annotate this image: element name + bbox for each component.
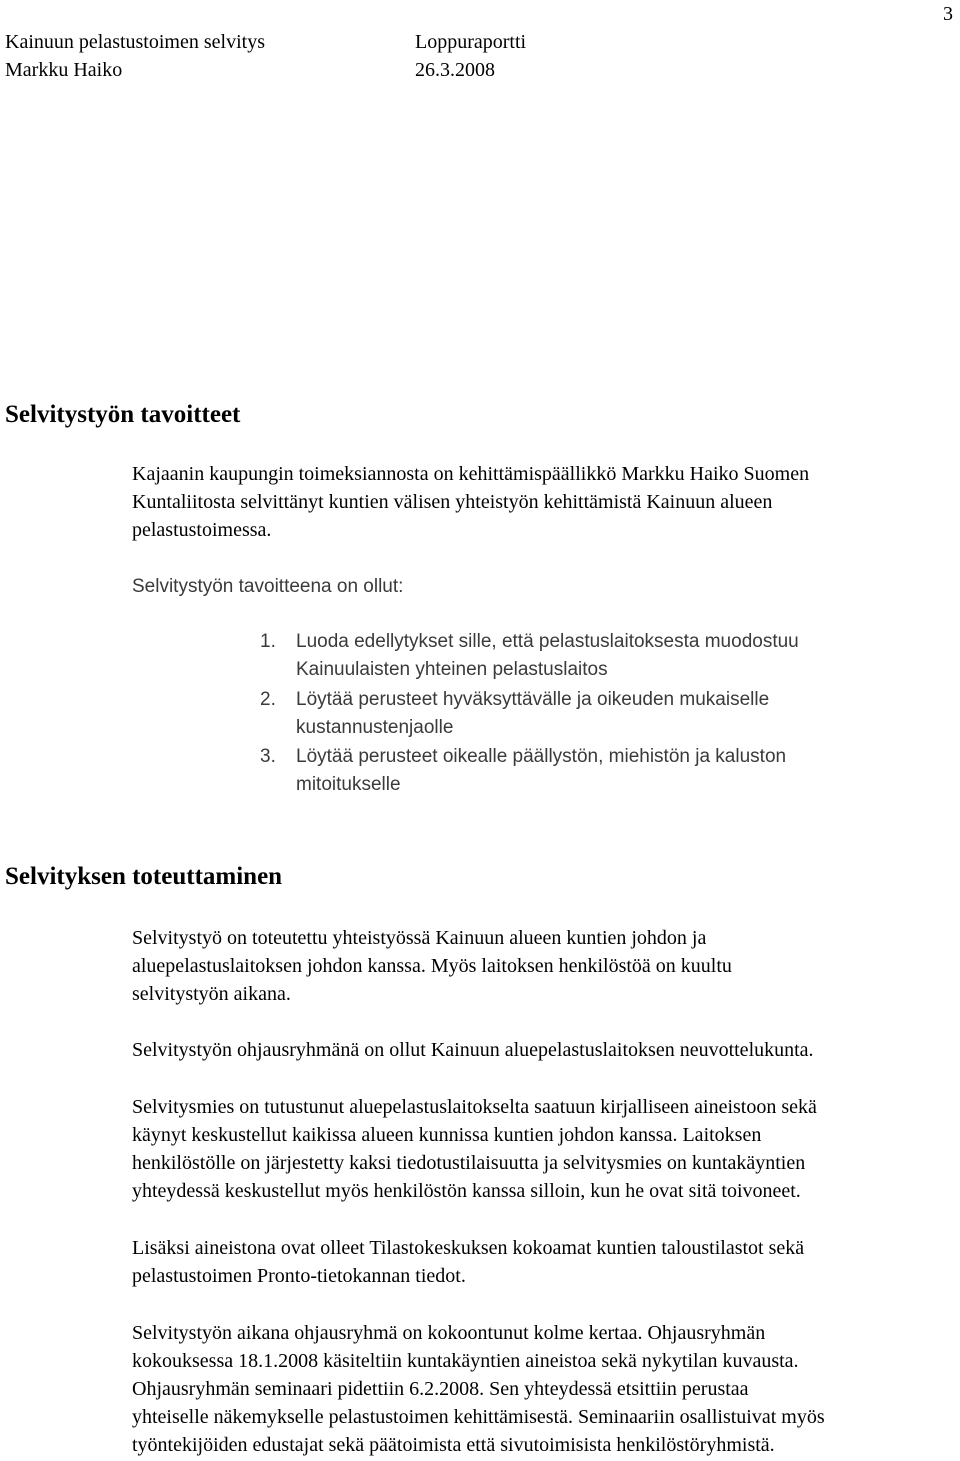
header-author: Markku Haiko <box>5 59 123 81</box>
list-text <box>296 628 799 684</box>
list-number: 2. <box>260 689 276 710</box>
paragraph <box>132 1036 814 1064</box>
list-text <box>296 686 769 742</box>
text-line: kustannustenjaolle <box>296 717 454 738</box>
text-line: Selvitystyön ohjausryhmänä on ollut Kainuun aluepelastuslaitoksen neuvottelukunta. <box>132 1039 814 1061</box>
text-line: käynyt keskustellut kaikissa alueen kunnissa kuntien johdon kanssa. Laitoksen <box>132 1124 762 1146</box>
text-line: yhteiselle näkemykselle pelastustoimen kehittämisestä. Seminaariin osallistuivat myös <box>132 1406 825 1428</box>
header-organization: Kainuun pelastustoimen selvitys <box>5 31 265 53</box>
text-line: pelastustoimessa. <box>132 519 272 541</box>
paragraph <box>132 1234 804 1290</box>
page-number: 3 <box>943 3 953 25</box>
paragraph <box>132 924 732 1008</box>
goals-lead <box>132 573 403 601</box>
text-line: Kajaanin kaupungin toimeksiannosta on kehittämispäällikkö Markku Haiko Suomen <box>132 463 810 485</box>
text-line: Selvitystyön tavoitteena on ollut: <box>132 576 404 597</box>
paragraph <box>132 1093 817 1205</box>
paragraph <box>132 1319 825 1459</box>
text-line: mitoitukselle <box>296 774 401 795</box>
text-line: Ohjausryhmän seminaari pidettiin 6.2.2008. Sen yhteydessä etsittiin perustaa <box>132 1378 749 1400</box>
header-report-type: Loppuraportti <box>415 31 527 53</box>
text-line: Löytää perusteet hyväksyttävälle ja oikeuden mukaiselle <box>296 689 770 710</box>
list-text <box>296 743 786 799</box>
text-line: yhteydessä keskustellut myös henkilöstön kanssa silloin, kun he ovat sitä toivoneet. <box>132 1180 801 1202</box>
text-line: Kuntaliitosta selvittänyt kuntien välisen yhteistyön kehittämistä Kainuun alueen <box>132 491 773 513</box>
text-line: aluepelastuslaitoksen johdon kanssa. Myös laitoksen henkilöstöä on kuultu <box>132 955 732 977</box>
list-number: 1. <box>260 631 276 652</box>
text-line: Luoda edellytykset sille, että pelastuslaitoksesta muodostuu <box>296 631 799 652</box>
text-line: henkilöstölle on järjestetty kaksi tiedotustilaisuutta ja selvitysmies on kuntakäyntien <box>132 1152 806 1174</box>
text-line: Selvitystyö on toteutettu yhteistyössä Kainuun alueen kuntien johdon ja <box>132 927 707 949</box>
text-line: Kainuulaisten yhteinen pelastuslaitos <box>296 659 608 680</box>
text-line: työntekijöiden edustajat sekä päätoimista että sivutoimisista henkilöstöryhmistä. <box>132 1434 775 1456</box>
text-line: selvitystyön aikana. <box>132 983 291 1005</box>
text-line: Lisäksi aineistona ovat olleet Tilastokeskuksen kokoamat kuntien taloustilastot sekä <box>132 1237 805 1259</box>
header-date: 26.3.2008 <box>415 59 495 81</box>
section-heading-goals: Selvitystyön tavoitteet <box>5 401 241 428</box>
text-line: Selvitystyön aikana ohjausryhmä on kokoontunut kolme kertaa. Ohjausryhmän <box>132 1322 766 1344</box>
section-heading-implementation: Selvityksen toteuttaminen <box>5 863 283 890</box>
list-number: 3. <box>260 746 276 767</box>
text-line: Selvitysmies on tutustunut aluepelastuslaitokselta saatuun kirjalliseen aineistoon sekä <box>132 1096 817 1118</box>
intro-paragraph <box>132 460 809 544</box>
text-line: Löytää perusteet oikealle päällystön, miehistön ja kaluston <box>296 746 787 767</box>
text-line: kokouksessa 18.1.2008 käsiteltiin kuntakäyntien aineistoa sekä nykytilan kuvausta. <box>132 1350 799 1372</box>
text-line: pelastustoimen Pronto-tietokannan tiedot. <box>132 1265 466 1287</box>
